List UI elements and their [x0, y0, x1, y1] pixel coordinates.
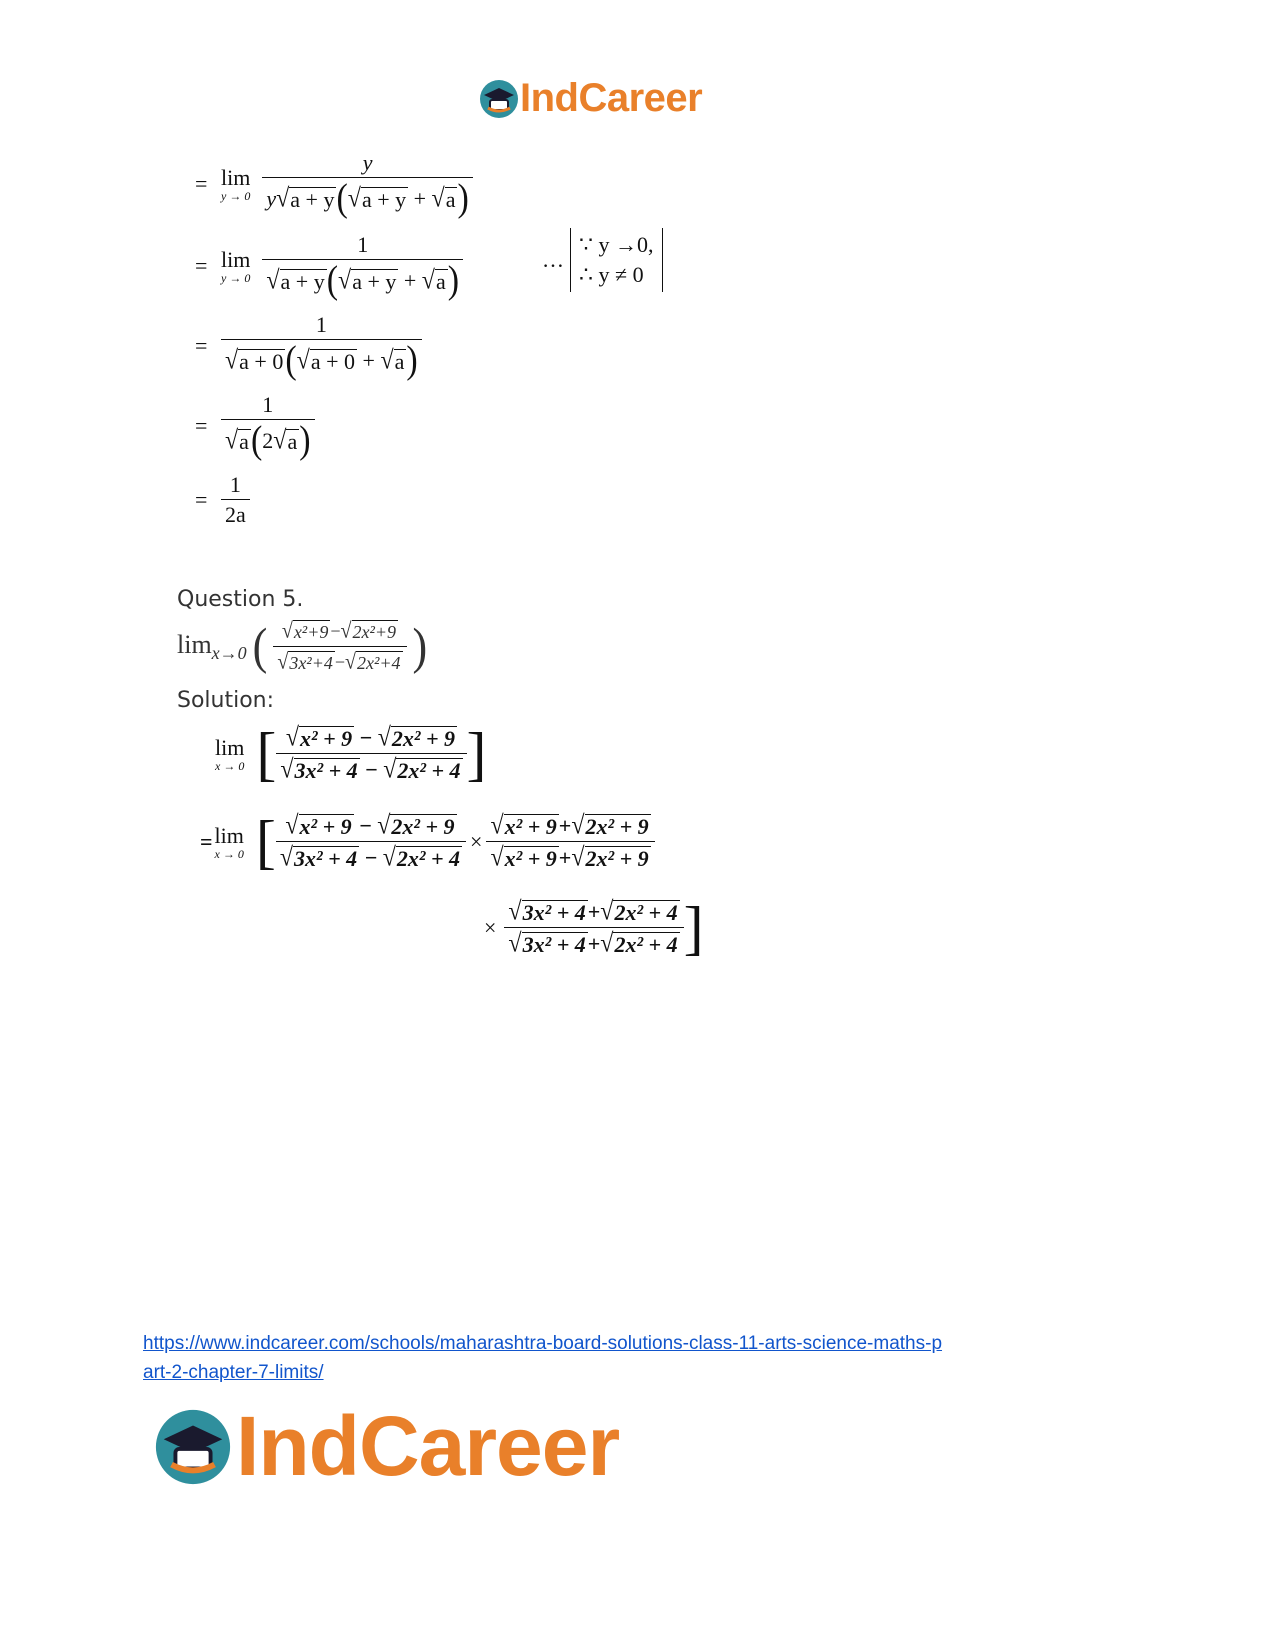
- limit-operator: lim x → 0: [215, 734, 245, 773]
- footer-logo: [152, 1398, 619, 1495]
- solution-line-1: lim x → 0 [ √ x² + 9 − √ 2x² + 9 √ 3x² + 4 − √ 2x² + 4 ]: [215, 721, 487, 787]
- question-expression: $\lim_{x\to 0}$ ( √ x²+9 − √ 2x²+9 √ 3x²+4 − √ 2x²+4 ): [177, 618, 428, 675]
- question-heading: Question 5.: [177, 587, 304, 612]
- limit-operator: $\lim_{x\to 0}$: [177, 629, 247, 664]
- derivation-step-1: = lim y → 0 y y √ a + y ( √ a + y + √ a ): [195, 152, 473, 216]
- derivation-step-4: = 1 √ a ( 2 √ a ): [195, 394, 315, 458]
- fraction: $\frac{1}{2a}$: [221, 474, 250, 526]
- derivation-step-2: = lim y → 0 1 √ a + y ( √ a + y + √ a ): [195, 234, 463, 298]
- header-logo: [478, 76, 702, 121]
- fraction: 1 √ a + 0 ( √ a + 0 + √ a ): [221, 314, 422, 378]
- solution-line-2: = lim x → 0 [ √ x² + 9 − √ 2x² + 9 √ 3x² + 4 − √ 2x² + 4 × √ x² + 9 + √ 2x² + 9 √ x² + 9 + √ 2x² + 9: [200, 812, 655, 872]
- fraction: √ x² + 9 − √ 2x² + 9 √ 3x² + 4 − √ 2x² + 4: [276, 814, 466, 870]
- limit-operator: lim y → 0: [221, 246, 251, 285]
- source-link[interactable]: https://www.indcareer.com/schools/maharashtra-board-solutions-class-11-arts-science-maths-p art-2-chapter-7-limits/: [143, 1333, 943, 1383]
- solution-line-3: × √ 3x² + 4 + √ 2x² + 4 √ 3x² + 4 + √ 2x² + 4 ]: [484, 895, 704, 961]
- fraction: √ x² + 9 + √ 2x² + 9 √ x² + 9 + √ 2x² + 9: [486, 814, 654, 870]
- solution-label: Solution:: [177, 688, 275, 713]
- graduation-cap-icon: [478, 78, 520, 120]
- fraction: √ 3x² + 4 + √ 2x² + 4 √ 3x² + 4 + √ 2x² + 4: [504, 900, 683, 956]
- derivation-step-3: = 1 √ a + 0 ( √ a + 0 + √ a ): [195, 314, 422, 378]
- graduation-cap-icon: [152, 1406, 234, 1488]
- fraction: y y √ a + y ( √ a + y + √ a ): [262, 152, 472, 216]
- fraction: 1 √ a ( 2 √ a ): [221, 394, 315, 458]
- fraction: 1 √ a + y ( √ a + y + √ a ): [262, 234, 463, 298]
- limit-operator: lim y → 0: [221, 164, 251, 203]
- limit-operator: lim x → 0: [214, 822, 244, 861]
- derivation-step-5: = $\frac{1}{2a}$: [195, 474, 250, 526]
- reason-note: … ∵ y →0, ∴ y ≠ 0: [542, 228, 663, 292]
- logo-wordmark: IndCareer: [520, 76, 703, 120]
- fraction: √ x² + 9 − √ 2x² + 9 √ 3x² + 4 − √ 2x² + 4: [276, 726, 466, 782]
- logo-wordmark: IndCareer: [236, 1399, 620, 1493]
- fraction: √ x²+9 − √ 2x²+9 √ 3x²+4 − √ 2x²+4: [273, 620, 406, 674]
